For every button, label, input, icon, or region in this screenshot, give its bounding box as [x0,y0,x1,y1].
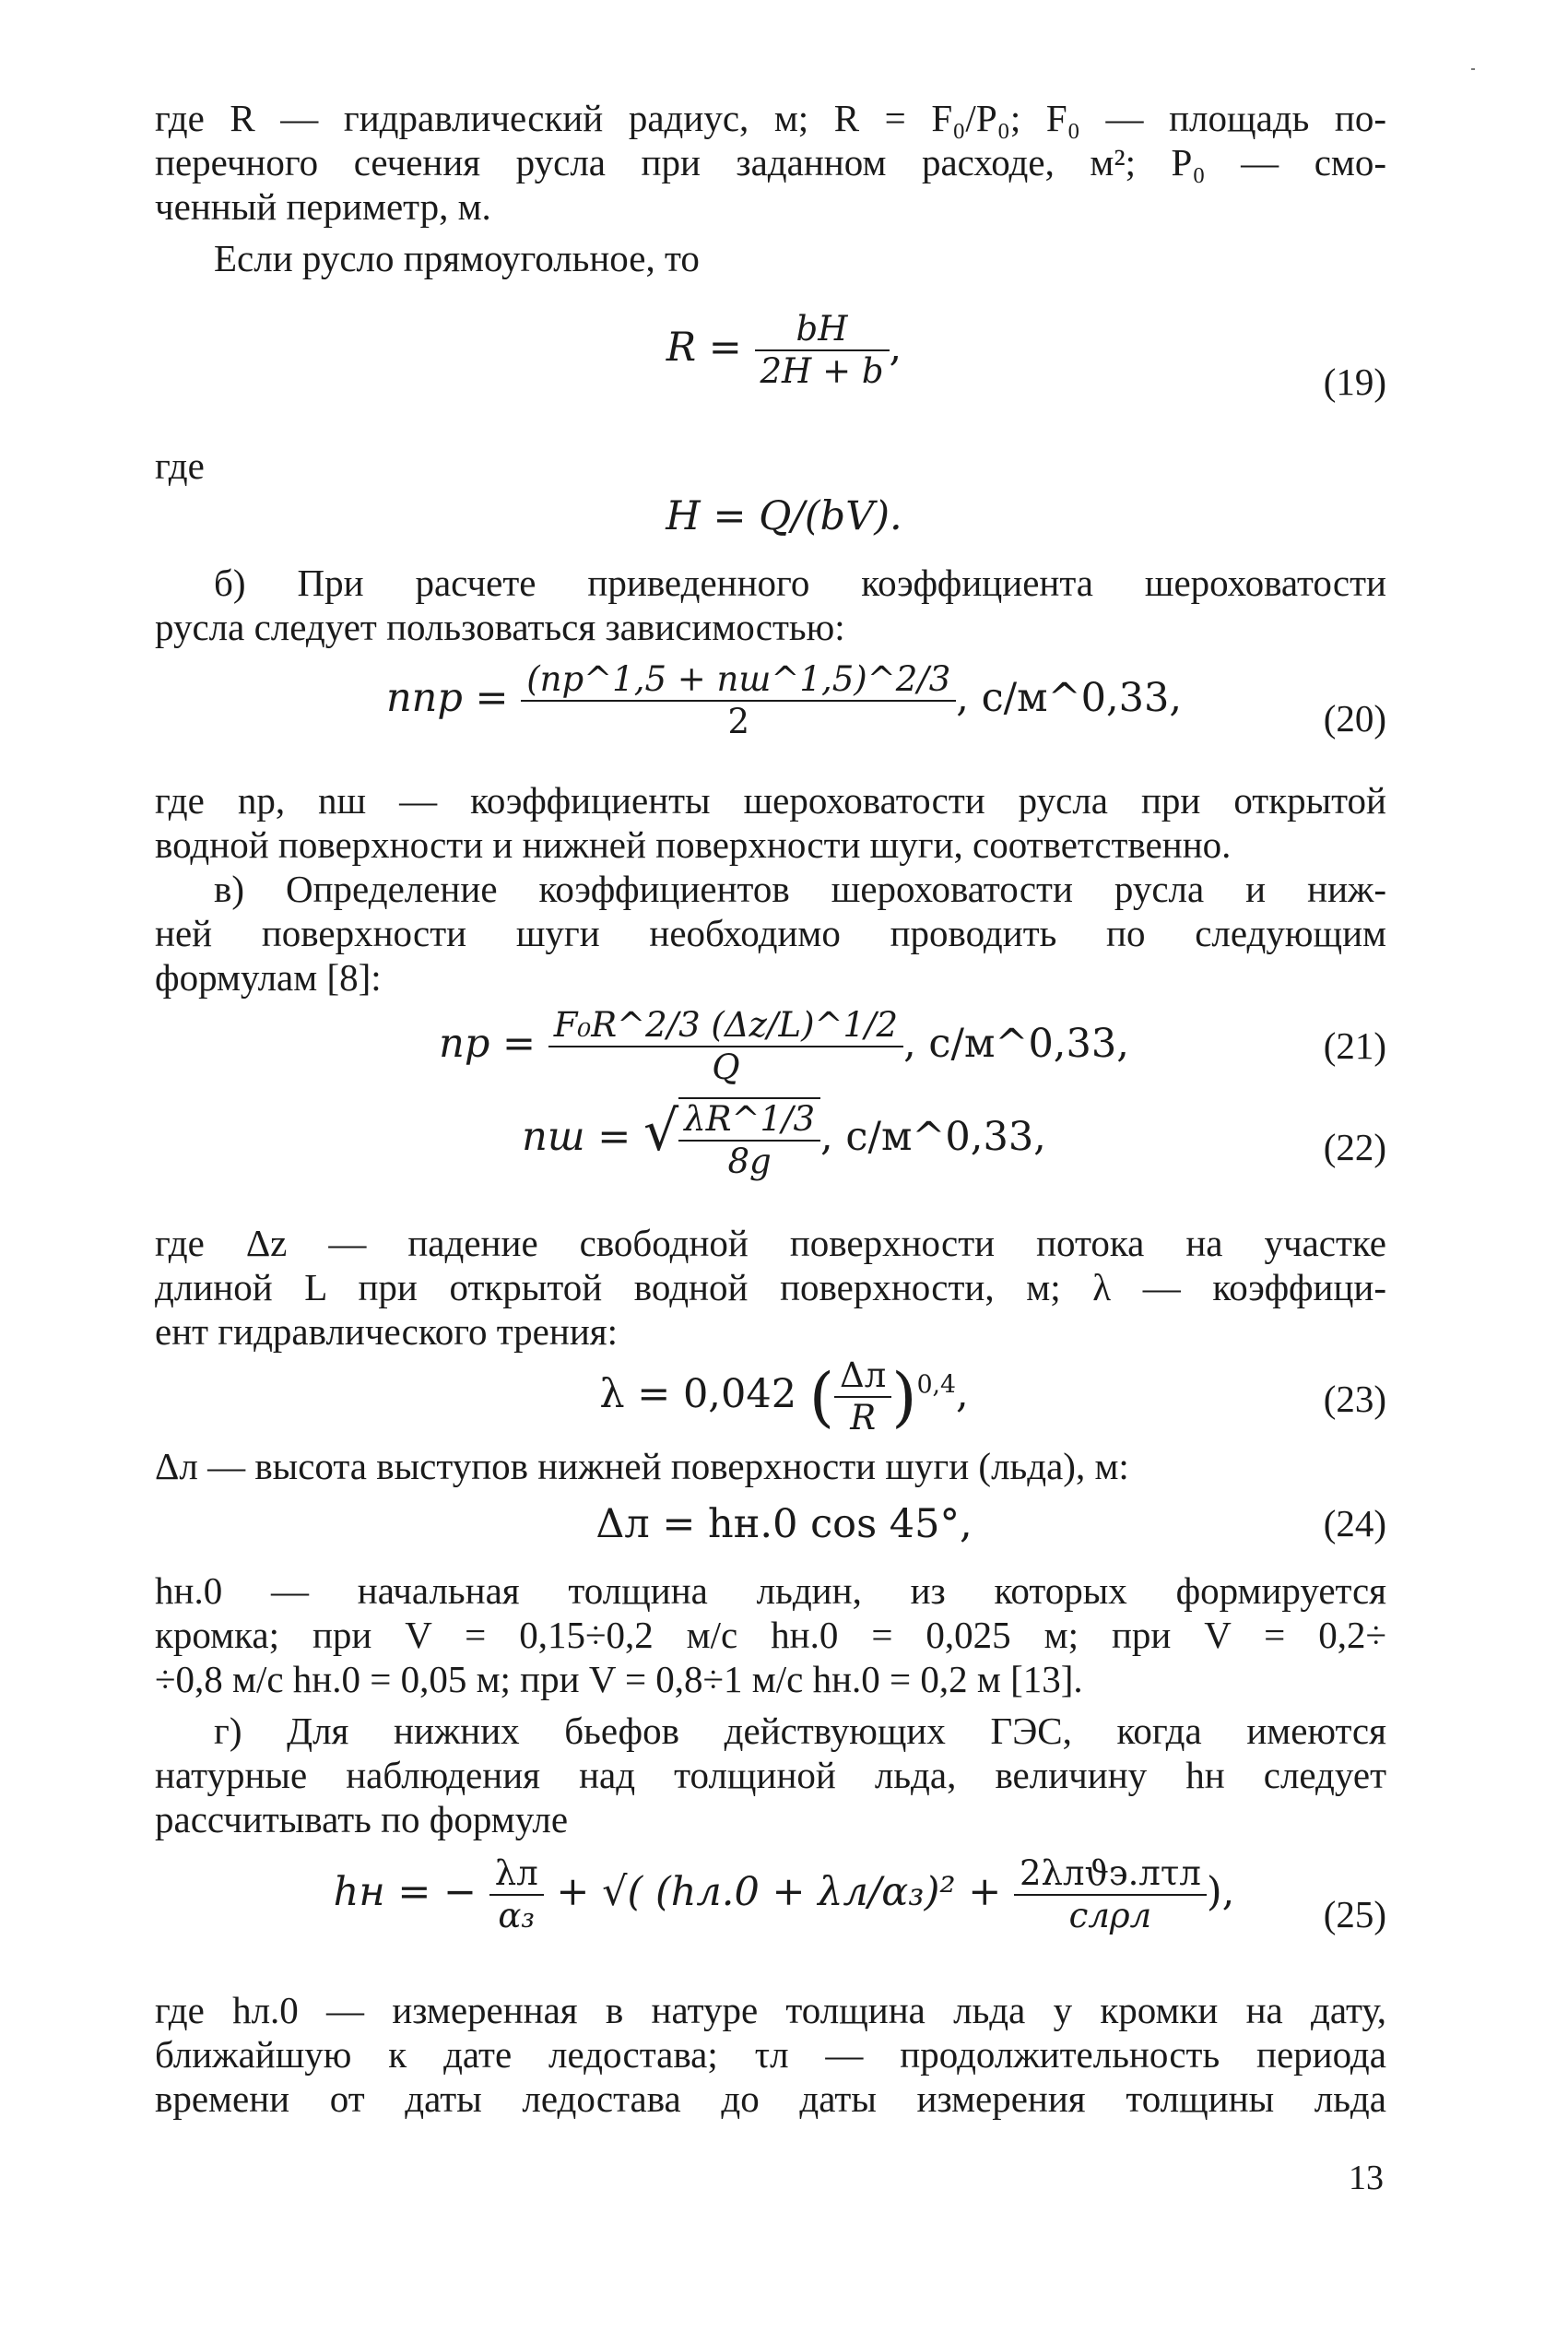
scan-mark [1471,68,1475,70]
formula-fraction [678,1097,820,1182]
text-line: Δл — высота выступов нижней поверхности шуги (льда), м: [155,1445,1129,1487]
equation-number-25: (25) [1323,1893,1386,1935]
text-line: рассчитывать по формуле [155,1798,569,1840]
page-number: 13 [1349,2159,1384,2197]
text-line: б) При расчете приведенного коэффициента шероховатости [214,562,1386,604]
fraction-numerator: F₀R^2/3 (Δz/L)^1/2 [548,1005,903,1047]
text-line: натурные наблюдения над толщиной льда, величину hн следует [155,1754,1386,1796]
text-line: ней поверхности шуги необходимо проводить по следующим [155,912,1386,954]
formula-fraction [1014,1853,1207,1936]
text-line: где hл.0 — измеренная в натуре толщина льда у кромки на дату, [155,1989,1386,2031]
fraction-denominator: α₃ [498,1896,536,1935]
text-line: г) Для нижних бьефов действующих ГЭС, когда имеются [214,1710,1386,1752]
formula-fraction [489,1853,544,1936]
fraction-denominator: Q [712,1047,740,1087]
fraction-denominator: 2 [727,702,750,741]
text-line: перечного сечения русла при заданном расходе, м²; P₀ — смо- [155,141,1386,183]
formula-H [0,493,1568,539]
fraction-denominator: 2H + b [760,351,884,391]
equation-number-24: (24) [1323,1502,1386,1544]
formula-lhs: nш = [522,1114,631,1160]
formula-text: H = Q/(bV). [666,493,902,539]
formula-tail: , с/м^0,33, [903,1021,1129,1067]
formula-lhs: hн = − [333,1869,477,1915]
formula-text: Δл = hн.0 cos 45°, [595,1501,973,1547]
paren-left-icon: ( [808,1359,835,1435]
text-line: ближайшую к дате ледостава; τл — продолжительность периода [155,2033,1386,2076]
equation-number-19: (19) [1323,361,1386,403]
equation-number-23: (23) [1323,1378,1386,1420]
text-line: Если русло прямоугольное, то [214,237,700,279]
formula-fraction [755,309,890,392]
equation-number-21: (21) [1323,1024,1386,1067]
sqrt-icon: √ [643,1099,679,1164]
text-line: водной поверхности и нижней поверхности шуги, соответственно. [155,823,1232,866]
formula-tail: , с/м^0,33, [956,675,1183,721]
formula-lhs: nпр = [385,675,509,721]
formula-power: 0,4 [916,1370,956,1400]
text-line: ент гидравлического трения: [155,1310,619,1353]
equation-number-20: (20) [1323,697,1386,740]
formula-fraction [834,1355,891,1438]
text-line: русла следует пользоваться зависимостью: [155,606,845,648]
fraction-numerator: λл [489,1853,544,1896]
text-line: где nр, nш — коэффициенты шероховатости русла при открытой [155,779,1386,822]
text-line: ÷0,8 м/с hн.0 = 0,05 м; при V = 0,8÷1 м/с hн.0 = 0,2 м [13]. [155,1658,1083,1700]
fraction-numerator: 2λлϑэ.лτл [1014,1853,1207,1896]
fraction-denominator: 8g [727,1142,772,1181]
fraction-numerator: λR^1/3 [678,1099,820,1142]
fraction-numerator: (nр^1,5 + nш^1,5)^2/3 [521,659,956,702]
text-line: где [155,444,205,487]
fraction-denominator: R [850,1398,877,1438]
formula-lhs: λ = 0,042 [599,1371,797,1417]
text-line: кромка; при V = 0,15÷0,2 м/с hн.0 = 0,025 м; при V = 0,2÷ [155,1614,1386,1656]
formula-lhs: nр = [439,1021,536,1067]
text-line: где Δz — падение свободной поверхности потока на участке [155,1222,1386,1264]
paren-right-icon: ) [891,1359,917,1435]
formula-tail: ), [1206,1869,1235,1915]
fraction-denominator: cлρл [1068,1896,1152,1935]
text-line: ченный периметр, м. [155,185,491,228]
formula-tail: , [889,325,902,371]
formula-fraction [521,659,956,742]
text-line: длиной L при открытой водной поверхности, м; λ — коэффици- [155,1266,1386,1308]
text-line: времени от даты ледостава до даты измерения толщины льда [155,2077,1386,2120]
formula-tail: , с/м^0,33, [820,1114,1046,1160]
fraction-numerator: bH [755,309,890,351]
formula-fraction [548,1005,903,1088]
formula-tail: , [956,1371,969,1417]
text-line: в) Определение коэффициентов шероховатости русла и ниж- [214,868,1386,910]
formula-lhs: R = [666,325,742,371]
text-line: формулам [8]: [155,956,382,999]
formula-mid: + √( (hл.0 + λл/α₃)² + [556,1869,1002,1915]
fraction-numerator: Δл [834,1355,891,1398]
text-line: hн.0 — начальная толщина льдин, из которых формируется [155,1569,1386,1612]
equation-number-22: (22) [1323,1126,1386,1168]
text-line: где R — гидравлический радиус, м; R = F₀/P₀; F₀ — площадь по- [155,97,1386,139]
